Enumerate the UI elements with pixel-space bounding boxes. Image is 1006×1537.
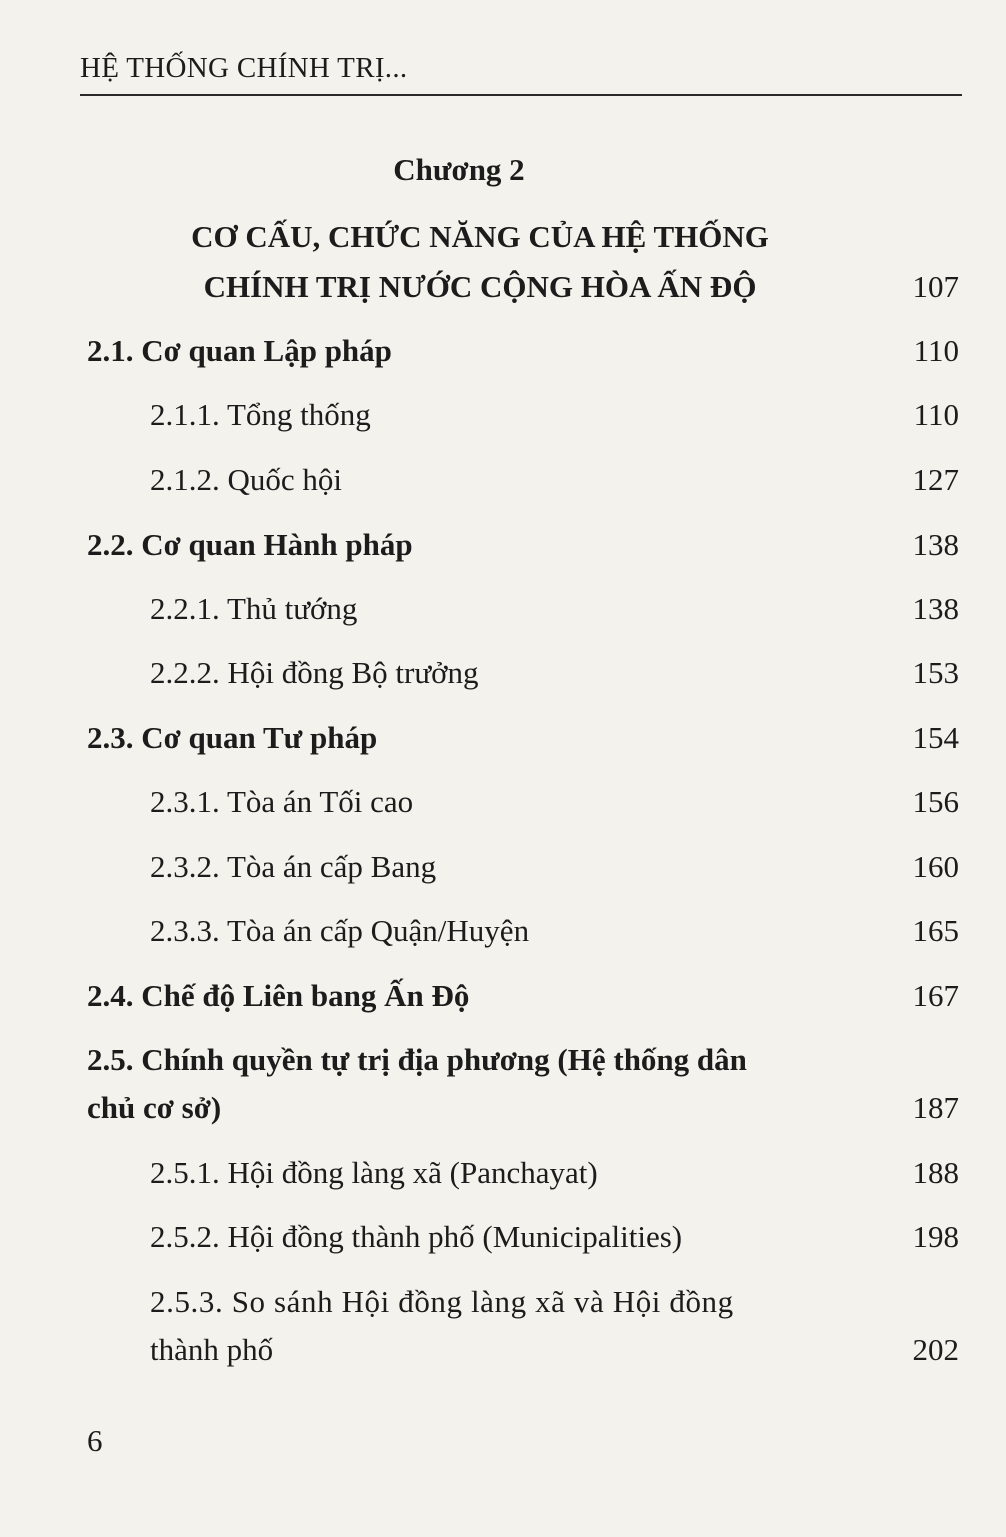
toc-entry[interactable] xyxy=(0,584,1006,634)
toc-entry-label: 2.1.2. Quốc hội xyxy=(150,462,343,497)
chapter-title-line1: CƠ CẤU, CHỨC NĂNG CỦA HỆ THỐNG xyxy=(191,219,769,254)
running-head: HỆ THỐNG CHÍNH TRỊ... xyxy=(80,52,408,84)
toc-entry-label: 2.3.3. Tòa án cấp Quận/Huyện xyxy=(150,913,530,948)
toc-entry[interactable] xyxy=(0,520,1006,570)
toc-entry-page: 202 xyxy=(912,1332,959,1367)
toc-entry-page: 160 xyxy=(912,849,959,884)
toc-entry-page: 154 xyxy=(912,720,959,755)
toc-entry-label: 2.2.1. Thủ tướng xyxy=(150,591,358,626)
toc-entry-label: 2.1. Cơ quan Lập pháp xyxy=(87,333,392,368)
chapter-page-row xyxy=(0,262,1006,312)
header-rule xyxy=(80,94,962,96)
toc-entry-page: 110 xyxy=(913,333,959,368)
toc-entry-label: 2.5.2. Hội đồng thành phố (Municipalities) xyxy=(150,1219,683,1254)
toc-entry-label: 2.2.2. Hội đồng Bộ trưởng xyxy=(150,655,479,690)
toc-entry-label-line2: chủ cơ sở) xyxy=(87,1090,222,1125)
toc-entry-page: 188 xyxy=(912,1155,959,1190)
toc-entry-page: 153 xyxy=(912,655,959,690)
toc-entry[interactable] xyxy=(0,1325,1006,1375)
chapter-label: Chương 2 xyxy=(393,152,525,187)
toc-entry[interactable] xyxy=(0,1212,1006,1262)
toc-entry[interactable] xyxy=(0,455,1006,505)
toc-entry-page: 156 xyxy=(912,784,959,819)
toc-entry-label: 2.4. Chế độ Liên bang Ấn Độ xyxy=(87,978,470,1013)
toc-entry[interactable] xyxy=(0,906,1006,956)
toc-entry-page: 110 xyxy=(913,397,959,432)
chapter-title-line2: CHÍNH TRỊ NƯỚC CỘNG HÒA ẤN ĐỘ xyxy=(203,269,757,304)
toc-entry-label: 2.3.2. Tòa án cấp Bang xyxy=(150,849,437,884)
toc-entry-label-line2: thành phố xyxy=(150,1332,274,1367)
toc-entry[interactable] xyxy=(0,777,1006,827)
toc-entry[interactable] xyxy=(0,842,1006,892)
toc-entry-page: 165 xyxy=(912,913,959,948)
toc-entry-label: 2.3.1. Tòa án Tối cao xyxy=(150,784,414,819)
toc-entry[interactable] xyxy=(0,390,1006,440)
toc-entry-label: 2.5.1. Hội đồng làng xã (Panchayat) xyxy=(150,1155,598,1190)
toc-entry-label-line1[interactable]: 2.5.3. So sánh Hội đồng làng xã và Hội đồng xyxy=(150,1284,734,1319)
toc-entry[interactable] xyxy=(0,326,1006,376)
toc-entry-page: 138 xyxy=(912,591,959,626)
toc-entry-label-line1[interactable]: 2.5. Chính quyền tự trị địa phương (Hệ thống dân xyxy=(87,1042,747,1077)
toc-entry[interactable] xyxy=(0,971,1006,1021)
toc-entry-label: 2.1.1. Tổng thống xyxy=(150,397,371,432)
toc-entry-page: 127 xyxy=(912,462,959,497)
toc-entry-page: 138 xyxy=(912,527,959,562)
toc-entry-label: 2.2. Cơ quan Hành pháp xyxy=(87,527,413,562)
toc-entry-label: 2.3. Cơ quan Tư pháp xyxy=(87,720,378,755)
page-number: 6 xyxy=(87,1423,103,1458)
toc-entry[interactable] xyxy=(0,1083,1006,1133)
toc-entry-page: 198 xyxy=(912,1219,959,1254)
chapter-page-number: 107 xyxy=(912,269,959,304)
toc-entry-page: 187 xyxy=(912,1090,959,1125)
toc-entry[interactable] xyxy=(0,648,1006,698)
toc-entry[interactable] xyxy=(0,1148,1006,1198)
toc-entry[interactable] xyxy=(0,713,1006,763)
toc-entry-page: 167 xyxy=(912,978,959,1013)
